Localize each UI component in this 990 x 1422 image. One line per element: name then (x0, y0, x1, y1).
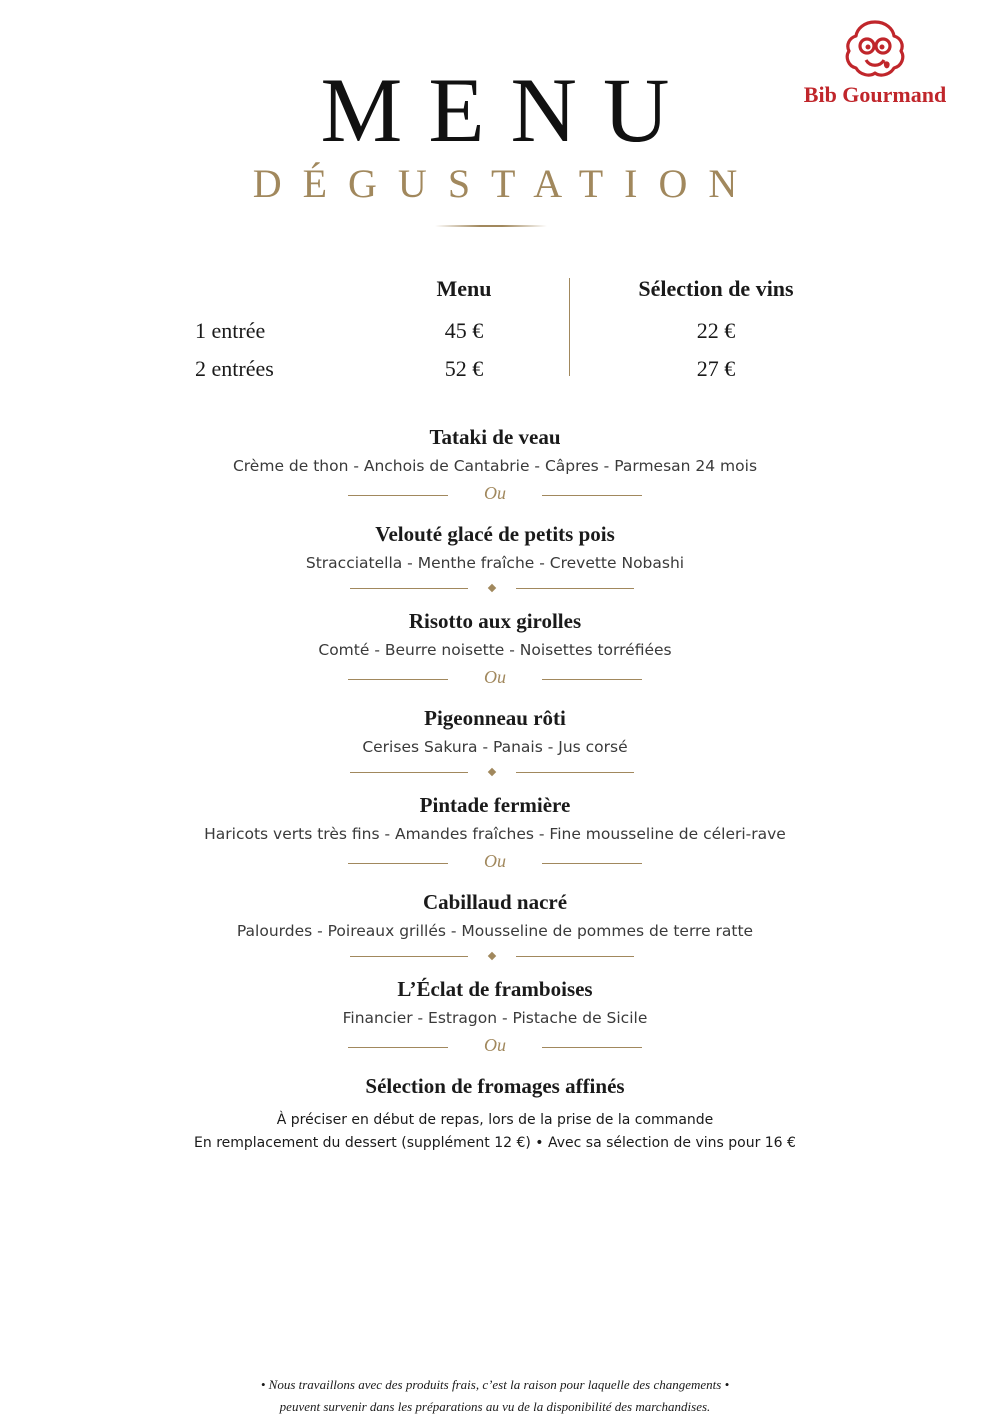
price-table-divider (569, 278, 570, 376)
price-row-menu: 45 € (444, 318, 484, 343)
course-name: L’Éclat de framboises (397, 977, 593, 1001)
diamond-icon (488, 768, 496, 776)
or-label: Ou (484, 1035, 506, 1055)
course-name: Cabillaud nacré (422, 890, 568, 914)
diamond-separator (0, 944, 990, 968)
course-name: Risotto aux girolles (408, 609, 582, 633)
or-label: Ou (484, 851, 506, 871)
course-name: Sélection de fromages affinés (365, 1074, 625, 1098)
course-description: Stracciatella - Menthe fraîche - Crevette Nobashi (305, 554, 685, 572)
diamond-separator (0, 760, 990, 784)
course-name: Tataki de veau (429, 425, 561, 449)
price-row-label: 2 entrées (195, 356, 274, 381)
menu-subtitle: DÉGUSTATION (252, 161, 759, 206)
diamond-icon (488, 584, 496, 592)
course-description: Crème de thon - Anchois de Cantabrie - Câpres - Parmesan 24 mois (232, 457, 758, 475)
title-divider (435, 225, 547, 227)
footer-note: • Nous travaillons avec des produits frais, c’est la raison pour laquelle des changements • (260, 1377, 730, 1392)
course-description: Financier - Estragon - Pistache de Sicile (342, 1009, 648, 1027)
or-separator (0, 483, 990, 507)
or-label: Ou (484, 483, 506, 503)
price-row-wine: 27 € (696, 356, 736, 381)
or-separator (0, 1035, 990, 1059)
separator-line (542, 495, 642, 496)
footer-note: peuvent survenir dans les préparations au vu de la disponibilité des marchandises. (279, 1399, 711, 1414)
separator-line (516, 588, 634, 589)
separator-line (350, 588, 468, 589)
separator-line (542, 679, 642, 680)
price-row-label: 1 entrée (195, 318, 266, 343)
price-header-wine: Sélection de vins (638, 276, 794, 301)
course-name: Velouté glacé de petits pois (375, 522, 615, 546)
bib-gourmand-label: Bib Gourmand (803, 82, 947, 107)
course-description: Cerises Sakura - Panais - Jus corsé (362, 738, 628, 756)
course-description: Palourdes - Poireaux grillés - Mousseline de pommes de terre ratte (236, 922, 754, 940)
course-description: Comté - Beurre noisette - Noisettes torréfiées (318, 641, 672, 659)
price-row-menu: 52 € (444, 356, 484, 381)
course-name: Pigeonneau rôti (424, 706, 566, 730)
price-header-menu: Menu (436, 276, 492, 301)
cheese-note: En remplacement du dessert (supplément 12 €) • Avec sa sélection de vins pour 16 € (194, 1135, 796, 1151)
course-description: Haricots verts très fins - Amandes fraîches - Fine mousseline de céleri-rave (204, 825, 786, 843)
separator-line (350, 772, 468, 773)
or-separator (0, 851, 990, 875)
course-name: Pintade fermière (419, 793, 571, 817)
or-separator (0, 667, 990, 691)
separator-line (516, 956, 634, 957)
cheese-note: À préciser en début de repas, lors de la prise de la commande (276, 1112, 714, 1128)
or-label: Ou (484, 667, 506, 687)
separator-line (350, 956, 468, 957)
price-row-wine: 22 € (696, 318, 736, 343)
diamond-icon (488, 952, 496, 960)
diamond-separator (0, 576, 990, 600)
menu-title: MENU (320, 59, 696, 161)
separator-line (542, 1047, 642, 1048)
separator-line (516, 772, 634, 773)
separator-line (542, 863, 642, 864)
